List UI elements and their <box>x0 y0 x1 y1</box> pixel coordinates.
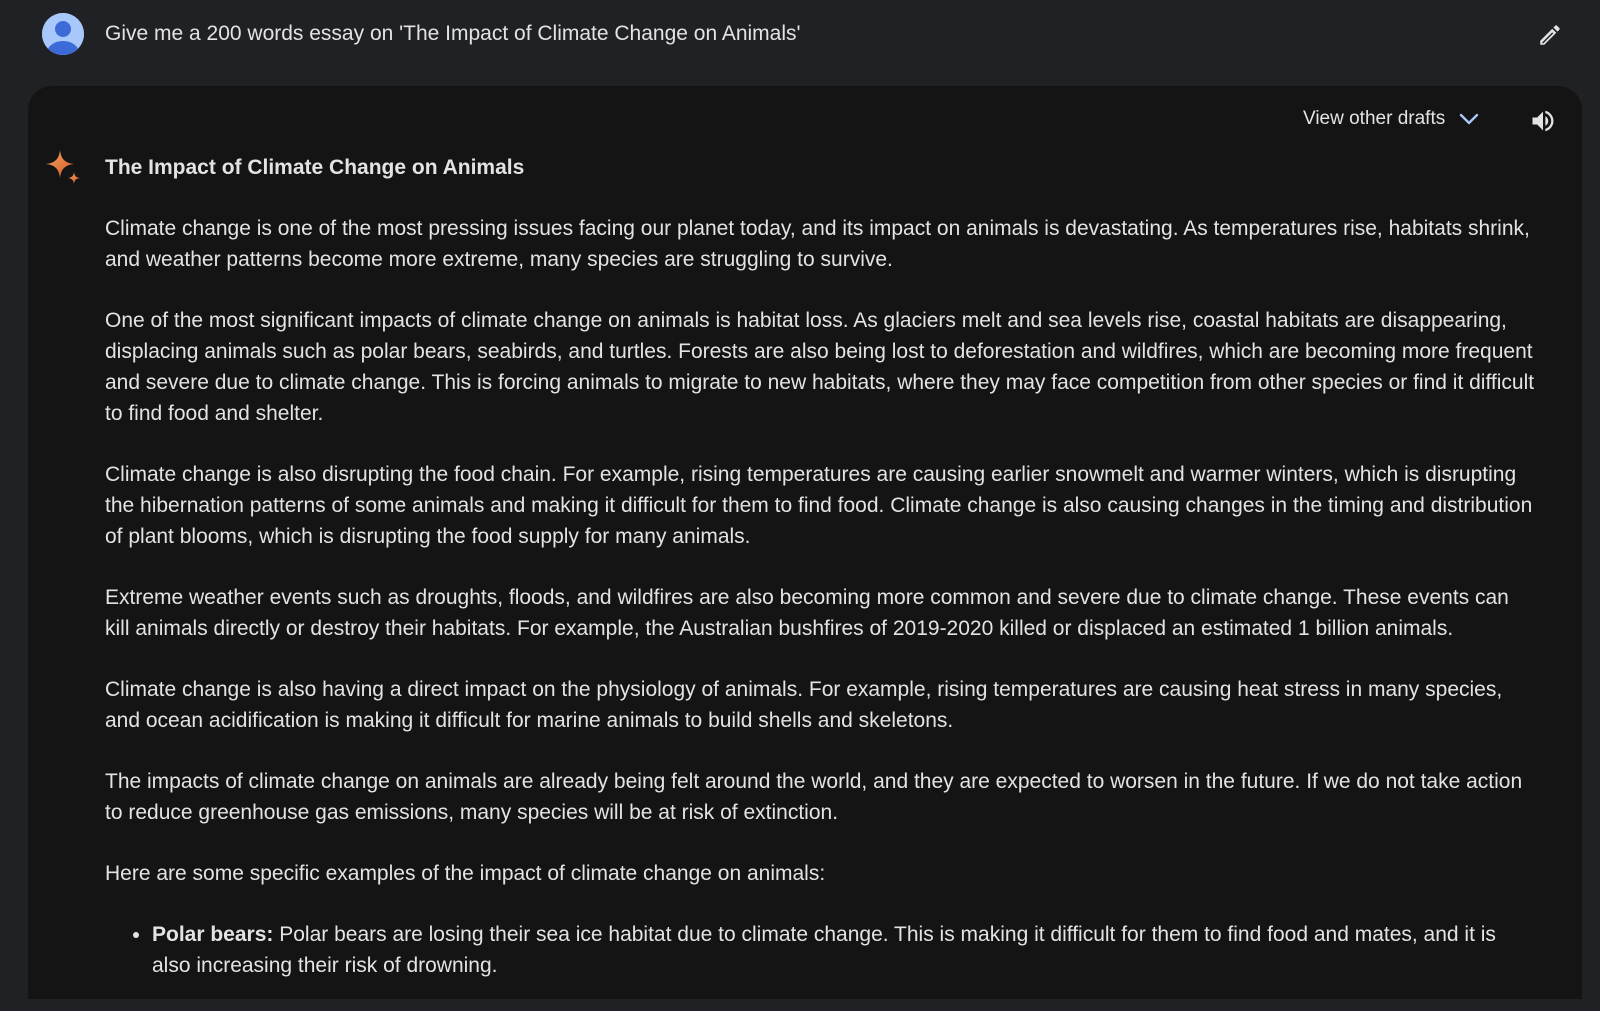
list-item <box>152 919 1535 981</box>
list-item-text: Polar bears are losing their sea ice habitat due to climate change. This is making it difficult for them to find food and mates, and it is also increasing their risk of drowning. <box>152 923 1496 977</box>
bottom-strip <box>0 999 1600 1011</box>
user-avatar-icon[interactable] <box>42 13 84 55</box>
sparkle-icon <box>44 148 84 188</box>
paragraph: Climate change is also disrupting the food chain. For example, rising temperatures are causing earlier snowmelt and warmer winters, which is disrupting the hibernation patterns of some animals and making it difficult for them to find food. Climate change is also causing changes in the timing and distribution of plant blooms, which is disrupting the food supply for many animals. <box>105 463 1533 548</box>
paragraph: Here are some specific examples of the impact of climate change on animals: <box>105 862 826 885</box>
list-item-term: Polar bears: <box>152 923 274 946</box>
prompt-text: Give me a 200 words essay on 'The Impact of Climate Change on Animals' <box>105 22 801 45</box>
prompt-bar <box>0 0 1600 86</box>
examples-list <box>152 919 1535 981</box>
speaker-icon <box>1529 107 1557 135</box>
view-other-drafts-button[interactable] <box>1303 104 1479 134</box>
drafts-label: View other drafts <box>1303 108 1446 129</box>
response-title: The Impact of Climate Change on Animals <box>105 156 525 179</box>
edit-prompt-button[interactable] <box>1534 19 1566 51</box>
response-content <box>105 152 1535 981</box>
paragraph: One of the most significant impacts of climate change on animals is habitat loss. As glaciers melt and sea levels rise, coastal habitats are disappearing, displacing animals such as polar bears, seabirds, and turtles. Forests are also being lost to deforestation and wildfires, which are becoming more frequent and severe due to climate change. This is forcing animals to migrate to new habitats, where they may face competition from other species or find it difficult to find food and shelter. <box>105 309 1535 425</box>
pencil-icon <box>1537 22 1563 48</box>
paragraph: Extreme weather events such as droughts, floods, and wildfires are also becoming more common and severe due to climate change. These events can kill animals directly or destroy their habitats. For example, the Australian bushfires of 2019-2020 killed or displaced an estimated 1 billion animals. <box>105 586 1509 640</box>
paragraph: Climate change is also having a direct impact on the physiology of animals. For example, rising temperatures are causing heat stress in many species, and ocean acidification is making it difficult for marine animals to build shells and skeletons. <box>105 678 1503 732</box>
read-aloud-button[interactable] <box>1526 106 1560 136</box>
paragraph: Climate change is one of the most pressing issues facing our planet today, and its impact on animals is devastating. As temperatures rise, habitats shrink, and weather patterns become more extreme, many species are struggling to survive. <box>105 217 1530 271</box>
paragraph: The impacts of climate change on animals are already being felt around the world, and they are expected to worsen in the future. If we do not take action to reduce greenhouse gas emissions, many species will be at risk of extinction. <box>105 770 1523 824</box>
chevron-down-icon <box>1459 112 1479 126</box>
